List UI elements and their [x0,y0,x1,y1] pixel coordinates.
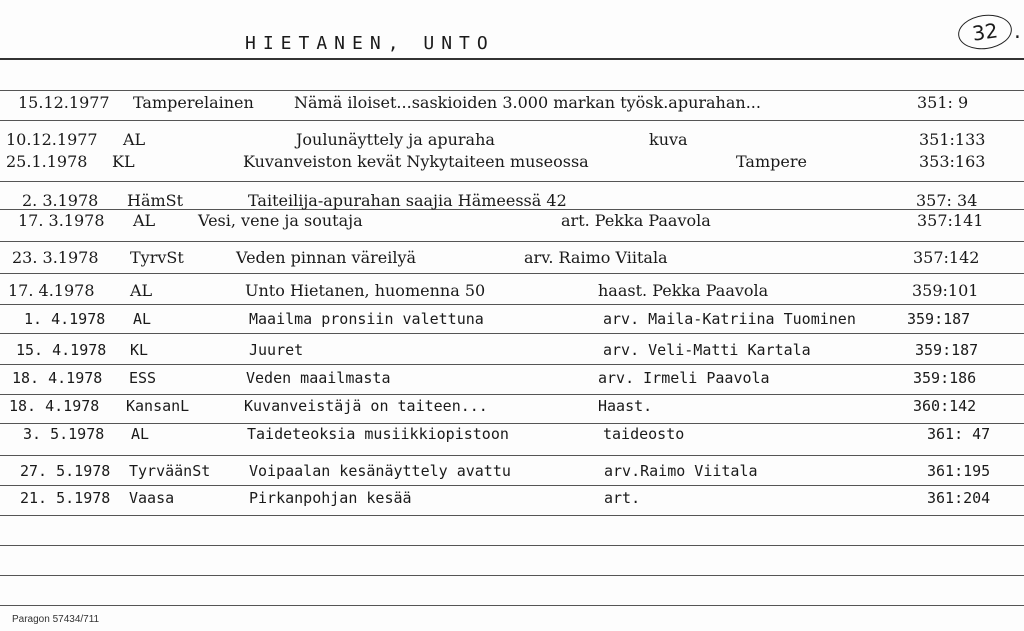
entry-date: 2. 3.1978 [22,191,99,210]
entry-date: 25.1.1978 [6,152,88,171]
entry-ref: 357: 34 [916,191,978,210]
entry-title: Unto Hietanen, huomenna 50 [245,281,486,300]
card-title: HIETANEN, UNTO [245,33,495,54]
entry-title: Taideteoksia musiikkiopistoon [247,425,509,443]
entry-row [0,281,1024,305]
ruled-line [0,394,1024,395]
ruled-line [0,455,1024,456]
entry-note: art. Pekka Paavola [561,211,711,230]
entry-date: 18. 4.1978 [12,369,103,387]
ruled-line [0,90,1024,91]
entry-ref: 360:142 [913,397,977,415]
entry-source: AL [131,425,150,443]
header-rule [0,58,1024,60]
entry-note: arv. Maila-Katriina Tuominen [603,310,856,328]
entry-source: AL [133,310,152,328]
entry-note: Tampere [736,152,807,171]
entry-row [0,425,1024,449]
entry-source: KansanL [126,397,190,415]
ruled-line [0,423,1024,424]
entry-source: Tamperelainen [133,93,254,112]
entry-date: 3. 5.1978 [23,425,105,443]
entry-title: Kuvanveiston kevät Nykytaiteen museossa [243,152,589,171]
entry-title: Juuret [249,341,304,359]
entry-source: TyrväänSt [129,462,211,480]
entry-date: 18. 4.1978 [9,397,100,415]
entry-row [0,130,1024,154]
entry-source: TyrvSt [130,248,184,267]
entry-title: Kuvanveistäjä on taiteen... [244,397,488,415]
entry-note: arv. Veli-Matti Kartala [603,341,811,359]
ruled-line [0,545,1024,546]
ruled-line [0,273,1024,274]
ruled-line [0,575,1024,576]
entry-ref: 361:204 [927,489,991,507]
entry-date: 23. 3.1978 [12,248,99,267]
entry-ref: 359:186 [913,369,977,387]
entry-ref: 353:163 [919,152,986,171]
page-number: 32 [970,18,1000,46]
entry-date: 17. 3.1978 [18,211,105,230]
entry-title: Voipaalan kesänäyttely avattu [249,462,511,480]
entry-ref: 361:195 [927,462,991,480]
entry-row [0,341,1024,365]
entry-note: art. [604,489,641,507]
circled-page-number [956,11,1014,52]
entry-date: 10.12.1977 [6,130,98,149]
page-number-suffix: . [1012,22,1023,43]
entry-ref: 359:187 [915,341,979,359]
entry-source: KL [130,341,149,359]
entry-row [0,93,1024,117]
entry-ref: 361: 47 [927,425,991,443]
entry-ref: 357:142 [913,248,980,267]
entry-source: KL [112,152,135,171]
entry-source: Vaasa [129,489,175,507]
entry-note: Haast. [598,397,653,415]
printer-mark: Paragon 57434/711 [12,614,100,625]
entry-ref: 359:187 [907,310,971,328]
entry-source: AL [130,281,153,300]
ruled-line [0,515,1024,516]
entry-date: 1. 4.1978 [24,310,106,328]
entry-source: AL [133,211,156,230]
entry-source: AL [123,130,146,149]
entry-note: arv. Irmeli Paavola [598,369,770,387]
entry-ref: 359:101 [912,281,979,300]
entry-title: Vesi, vene ja soutaja [198,211,363,230]
entry-note: kuva [649,130,688,149]
entry-note: arv.Raimo Viitala [604,462,758,480]
entry-note: haast. Pekka Paavola [598,281,769,300]
entry-row [0,310,1024,334]
entry-row [0,489,1024,513]
ruled-line [0,241,1024,242]
entry-ref: 351:133 [919,130,986,149]
entry-row [0,248,1024,272]
entry-row [0,369,1024,393]
entry-date: 27. 5.1978 [20,462,111,480]
entry-title: Taiteilija-apurahan saajia Hämeessä 42 [248,191,567,210]
entry-row [0,152,1024,176]
entry-source: ESS [129,369,157,387]
entry-row [0,211,1024,235]
entry-date: 15.12.1977 [18,93,110,112]
ruled-line [0,605,1024,606]
entry-title: Nämä iloiset...saskioiden 3.000 markan työsk.apurahan... [294,93,761,112]
entry-date: 21. 5.1978 [20,489,111,507]
entry-title: Pirkanpohjan kesää [249,489,412,507]
entry-title: Veden maailmasta [246,369,391,387]
entry-ref: 351: 9 [917,93,969,112]
entry-title: Maailma pronsiin valettuna [249,310,484,328]
ruled-line [0,120,1024,121]
entry-note: taideosto [603,425,685,443]
entry-title: Veden pinnan väreilyä [236,248,417,267]
entry-date: 15. 4.1978 [16,341,107,359]
entry-ref: 357:141 [917,211,984,230]
entry-row [0,397,1024,421]
entry-date: 17. 4.1978 [8,281,95,300]
entry-row [0,462,1024,486]
entry-note: arv. Raimo Viitala [524,248,668,267]
entry-source: HämSt [127,191,184,210]
entry-title: Joulunäyttely ja apuraha [296,130,495,149]
ruled-line [0,181,1024,182]
